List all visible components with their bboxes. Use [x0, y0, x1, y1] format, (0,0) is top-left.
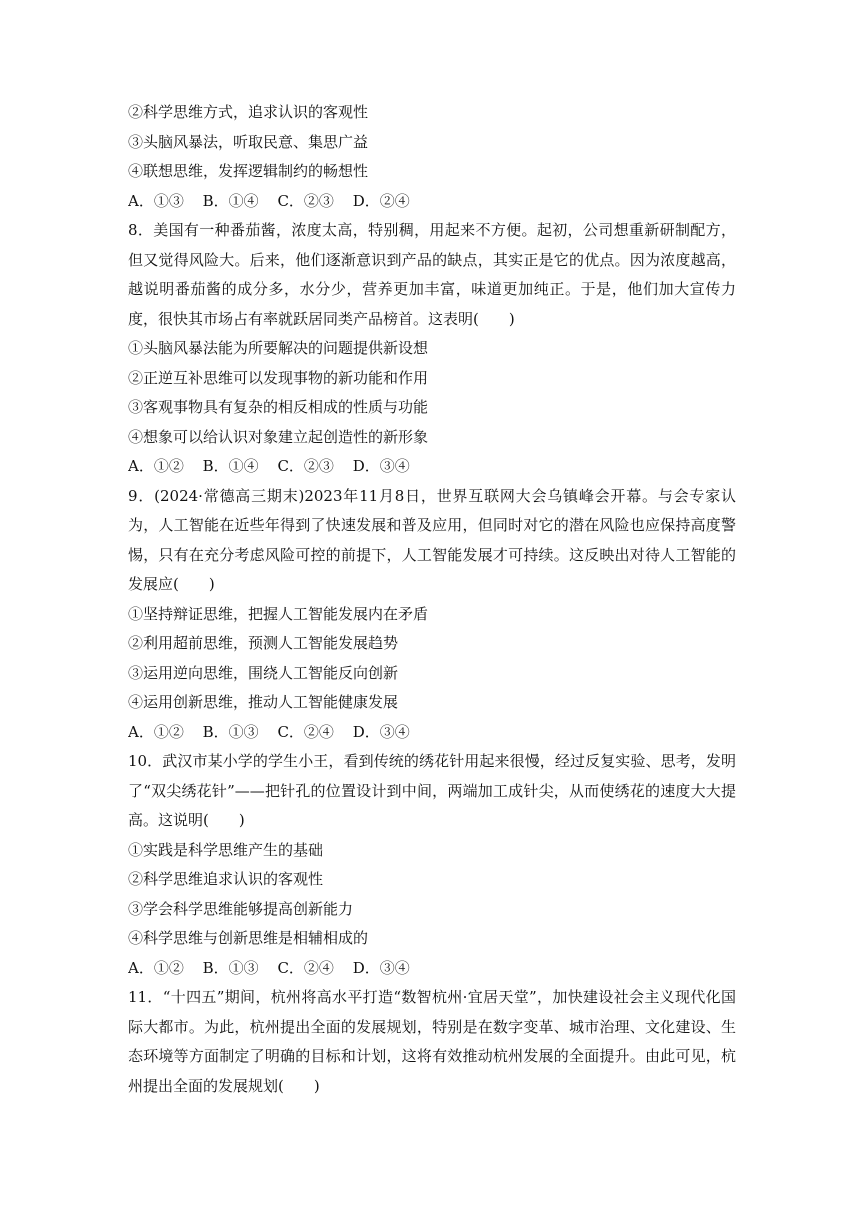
option: ①坚持辩证思维，把握人工智能发展内在矛盾 — [128, 604, 429, 623]
question-11 — [128, 983, 736, 1101]
option: ④科学思维与创新思维是相辅相成的 — [128, 929, 369, 947]
question-stem: 9．(2024·常德高三期末)2023年11月8日，世界互联网大会乌镇峰会开幕。与会专家认为，人工智能在近些年得到了快速发展和普及应用，但同时对它的潜在风险也应保持高度警惕，只有在充分考虑风险可控的前提下，人工智能发展才可持续。这反映出对待人工智能的发展应( ) — [128, 486, 736, 593]
option: ③运用逆向思维，围绕人工智能反向创新 — [128, 663, 399, 682]
option: ④想象可以给认识对象建立起创造性的新形象 — [128, 427, 429, 446]
answer-choice: C．②③ — [277, 191, 334, 210]
question-10 — [128, 747, 736, 983]
option: ②利用超前思维，预测人工智能发展趋势 — [128, 634, 399, 652]
answer-choices — [128, 954, 736, 984]
question-9 — [128, 482, 736, 748]
option: ③头脑风暴法，听取民意、集思广益 — [128, 132, 369, 151]
option: ③学会科学思维能够提高创新能力 — [128, 899, 354, 918]
question-7-tail — [128, 98, 736, 216]
answer-choices — [128, 718, 736, 748]
answer-choice: D．③④ — [352, 958, 410, 977]
option: ③客观事物具有复杂的相反相成的性质与功能 — [128, 398, 429, 416]
answer-choice: B．①③ — [202, 722, 259, 741]
answer-choice: D．③④ — [352, 457, 410, 475]
exam-page — [128, 98, 736, 1101]
answer-choice: C．②③ — [277, 457, 334, 475]
answer-choices — [128, 187, 736, 217]
answer-choice: A．①② — [128, 457, 184, 475]
option: ②科学思维追求认识的客观性 — [128, 870, 324, 888]
question-stem: 8．美国有一种番茄酱，浓度太高，特别稠，用起来不方便。起初，公司想重新研制配方，但又觉得风险大。后来，他们逐渐意识到产品的缺点，其实正是它的优点。因为浓度越高，越说明番茄酱的成分多，水分少，营养更加丰富，味道更加纯正。于是，他们加大宣传力度，很快其市场占有率就跃居同类产品榜首。这表明( ) — [128, 221, 736, 328]
answer-choice: D．②④ — [352, 191, 410, 210]
option: ④运用创新思维，推动人工智能健康发展 — [128, 693, 399, 711]
answer-choice: C．②④ — [277, 958, 334, 977]
answer-choices — [128, 452, 736, 482]
option: ②正逆互补思维可以发现事物的新功能和作用 — [128, 368, 429, 387]
answer-choice: A．①② — [128, 958, 184, 977]
question-stem: 10．武汉市某小学的学生小王，看到传统的绣花针用起来很慢，经过反复实验、思考，发明了“双尖绣花针”——把针孔的位置设计到中间，两端加工成针尖，从而使绣花的速度大大提高。这说明( ) — [128, 752, 736, 829]
question-stem: 11．“十四五”期间，杭州将高水平打造“数智杭州·宜居天堂”，加快建设社会主义现代化国际大都市。为此，杭州提出全面的发展规划，特别是在数字变革、城市治理、文化建设、生态环境等方面制定了明确的目标和计划，这将有效推动杭州发展的全面提升。由此可见，杭州提出全面的发展规划( ) — [128, 988, 736, 1095]
answer-choice: B．①④ — [202, 191, 259, 210]
option: ④联想思维，发挥逻辑制约的畅想性 — [128, 162, 369, 180]
answer-choice: A．①② — [128, 722, 184, 741]
option: ②科学思维方式，追求认识的客观性 — [128, 103, 369, 121]
answer-choice: A．①③ — [128, 191, 184, 210]
question-8 — [128, 216, 736, 482]
answer-choice: B．①④ — [202, 457, 259, 475]
answer-choice: C．②④ — [277, 722, 334, 741]
answer-choice: D．③④ — [352, 722, 410, 741]
option: ①实践是科学思维产生的基础 — [128, 840, 324, 859]
option: ①头脑风暴法能为所要解决的问题提供新设想 — [128, 339, 429, 357]
answer-choice: B．①③ — [202, 958, 259, 977]
